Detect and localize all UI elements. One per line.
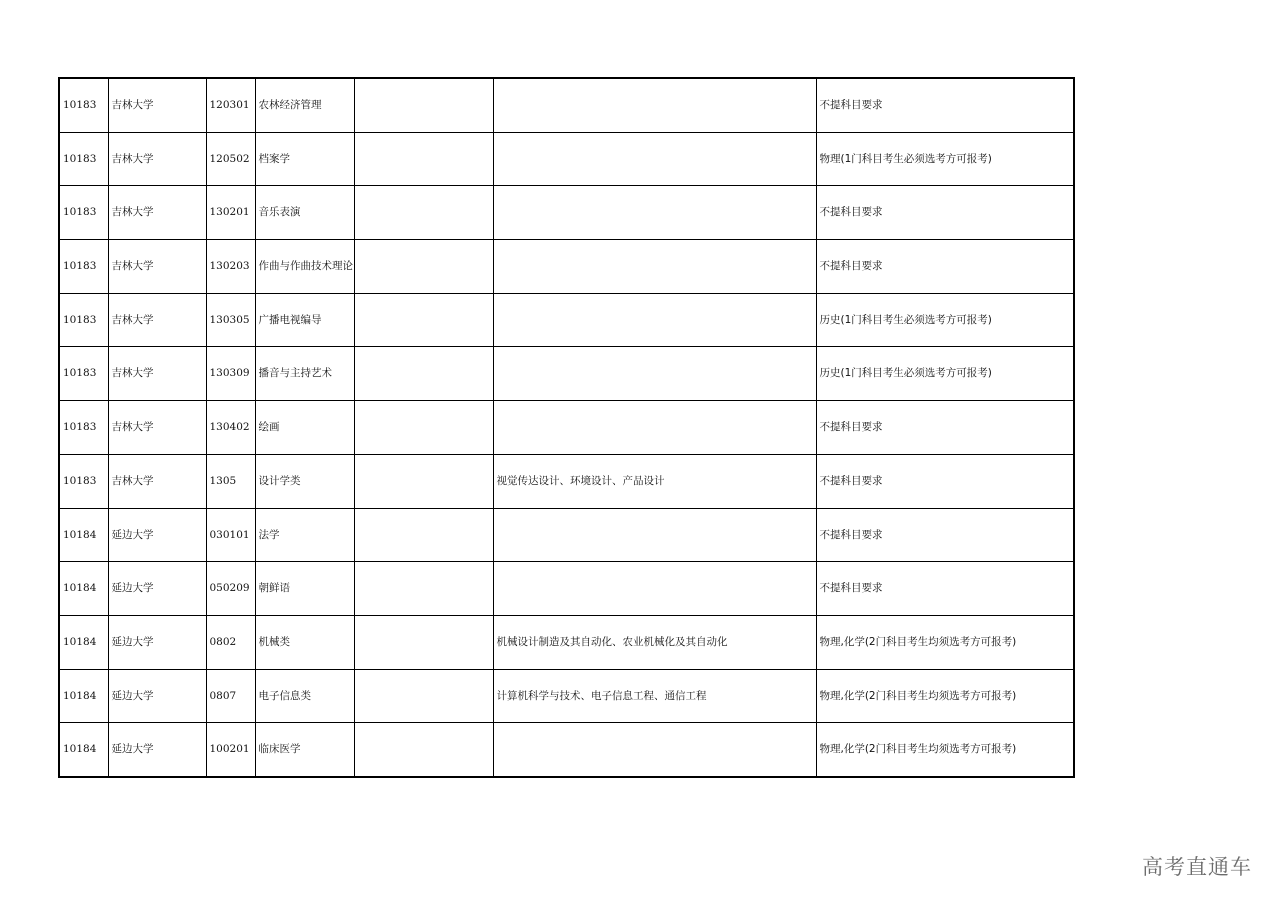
school-name-cell: 吉林大学 (108, 293, 206, 347)
empty-cell (354, 454, 493, 508)
school-name-cell: 吉林大学 (108, 78, 206, 132)
included-majors-cell (493, 562, 816, 616)
subject-requirement-cell: 不提科目要求 (816, 562, 1074, 616)
table-row (59, 615, 1074, 669)
table-row (59, 562, 1074, 616)
school-code-cell: 10184 (59, 562, 108, 616)
table-row (59, 347, 1074, 401)
table-row (59, 240, 1074, 294)
school-name-cell: 吉林大学 (108, 186, 206, 240)
included-majors-cell (493, 293, 816, 347)
school-name-cell: 延边大学 (108, 723, 206, 777)
table-row (59, 401, 1074, 455)
empty-cell (354, 723, 493, 777)
school-code-cell: 10183 (59, 293, 108, 347)
major-code-cell: 130203 (206, 240, 255, 294)
major-name-cell: 绘画 (255, 401, 354, 455)
empty-cell (354, 401, 493, 455)
included-majors-cell: 机械设计制造及其自动化、农业机械化及其自动化 (493, 615, 816, 669)
table-body (59, 78, 1074, 777)
table-row (59, 293, 1074, 347)
empty-cell (354, 132, 493, 186)
table-row (59, 508, 1074, 562)
major-code-cell: 120301 (206, 78, 255, 132)
school-code-cell: 10183 (59, 132, 108, 186)
subject-requirement-cell: 物理,化学(2门科目考生均须选考方可报考) (816, 669, 1074, 723)
empty-cell (354, 186, 493, 240)
major-name-cell: 朝鲜语 (255, 562, 354, 616)
subject-requirement-cell: 物理,化学(2门科目考生均须选考方可报考) (816, 723, 1074, 777)
school-code-cell: 10183 (59, 454, 108, 508)
major-name-cell: 法学 (255, 508, 354, 562)
major-code-cell: 130305 (206, 293, 255, 347)
major-code-cell: 030101 (206, 508, 255, 562)
subject-requirement-cell: 历史(1门科目考生必须选考方可报考) (816, 347, 1074, 401)
subject-requirement-cell: 不提科目要求 (816, 78, 1074, 132)
major-code-cell: 0807 (206, 669, 255, 723)
major-name-cell: 机械类 (255, 615, 354, 669)
table-row (59, 723, 1074, 777)
included-majors-cell (493, 508, 816, 562)
major-name-cell: 音乐表演 (255, 186, 354, 240)
major-name-cell: 播音与主持艺术 (255, 347, 354, 401)
included-majors-cell: 计算机科学与技术、电子信息工程、通信工程 (493, 669, 816, 723)
major-code-cell: 0802 (206, 615, 255, 669)
empty-cell (354, 615, 493, 669)
table-row (59, 78, 1074, 132)
school-name-cell: 延边大学 (108, 615, 206, 669)
subject-requirement-cell: 不提科目要求 (816, 186, 1074, 240)
school-name-cell: 吉林大学 (108, 132, 206, 186)
empty-cell (354, 508, 493, 562)
subject-requirement-cell: 不提科目要求 (816, 240, 1074, 294)
school-name-cell: 吉林大学 (108, 240, 206, 294)
school-code-cell: 10184 (59, 723, 108, 777)
major-code-cell: 130201 (206, 186, 255, 240)
school-code-cell: 10183 (59, 347, 108, 401)
major-code-cell: 130402 (206, 401, 255, 455)
empty-cell (354, 669, 493, 723)
major-code-cell: 1305 (206, 454, 255, 508)
subject-requirement-cell: 不提科目要求 (816, 454, 1074, 508)
school-name-cell: 吉林大学 (108, 454, 206, 508)
included-majors-cell (493, 78, 816, 132)
table-row (59, 186, 1074, 240)
school-name-cell: 延边大学 (108, 562, 206, 616)
major-code-cell: 050209 (206, 562, 255, 616)
empty-cell (354, 293, 493, 347)
major-name-cell: 档案学 (255, 132, 354, 186)
school-code-cell: 10183 (59, 78, 108, 132)
included-majors-cell (493, 723, 816, 777)
major-name-cell: 设计学类 (255, 454, 354, 508)
school-code-cell: 10183 (59, 186, 108, 240)
empty-cell (354, 562, 493, 616)
school-name-cell: 延边大学 (108, 508, 206, 562)
major-name-cell: 广播电视编导 (255, 293, 354, 347)
empty-cell (354, 347, 493, 401)
school-code-cell: 10183 (59, 240, 108, 294)
subject-requirement-cell: 物理,化学(2门科目考生均须选考方可报考) (816, 615, 1074, 669)
school-name-cell: 吉林大学 (108, 401, 206, 455)
school-code-cell: 10183 (59, 401, 108, 455)
included-majors-cell: 视觉传达设计、环境设计、产品设计 (493, 454, 816, 508)
school-name-cell: 吉林大学 (108, 347, 206, 401)
included-majors-cell (493, 132, 816, 186)
included-majors-cell (493, 186, 816, 240)
subject-requirements-table (58, 77, 1075, 778)
table-row (59, 132, 1074, 186)
school-code-cell: 10184 (59, 615, 108, 669)
table-row (59, 669, 1074, 723)
table-row (59, 454, 1074, 508)
empty-cell (354, 78, 493, 132)
subject-requirement-cell: 不提科目要求 (816, 401, 1074, 455)
school-code-cell: 10184 (59, 508, 108, 562)
major-code-cell: 100201 (206, 723, 255, 777)
watermark-logo-text: 高考直通车 (1142, 855, 1252, 879)
school-name-cell: 延边大学 (108, 669, 206, 723)
subject-requirement-cell: 物理(1门科目考生必须选考方可报考) (816, 132, 1074, 186)
included-majors-cell (493, 240, 816, 294)
included-majors-cell (493, 347, 816, 401)
major-code-cell: 120502 (206, 132, 255, 186)
included-majors-cell (493, 401, 816, 455)
subject-requirement-cell: 不提科目要求 (816, 508, 1074, 562)
major-name-cell: 临床医学 (255, 723, 354, 777)
major-code-cell: 130309 (206, 347, 255, 401)
subject-requirement-cell: 历史(1门科目考生必须选考方可报考) (816, 293, 1074, 347)
empty-cell (354, 240, 493, 294)
major-name-cell: 电子信息类 (255, 669, 354, 723)
major-name-cell: 作曲与作曲技术理论 (255, 240, 354, 294)
school-code-cell: 10184 (59, 669, 108, 723)
major-name-cell: 农林经济管理 (255, 78, 354, 132)
